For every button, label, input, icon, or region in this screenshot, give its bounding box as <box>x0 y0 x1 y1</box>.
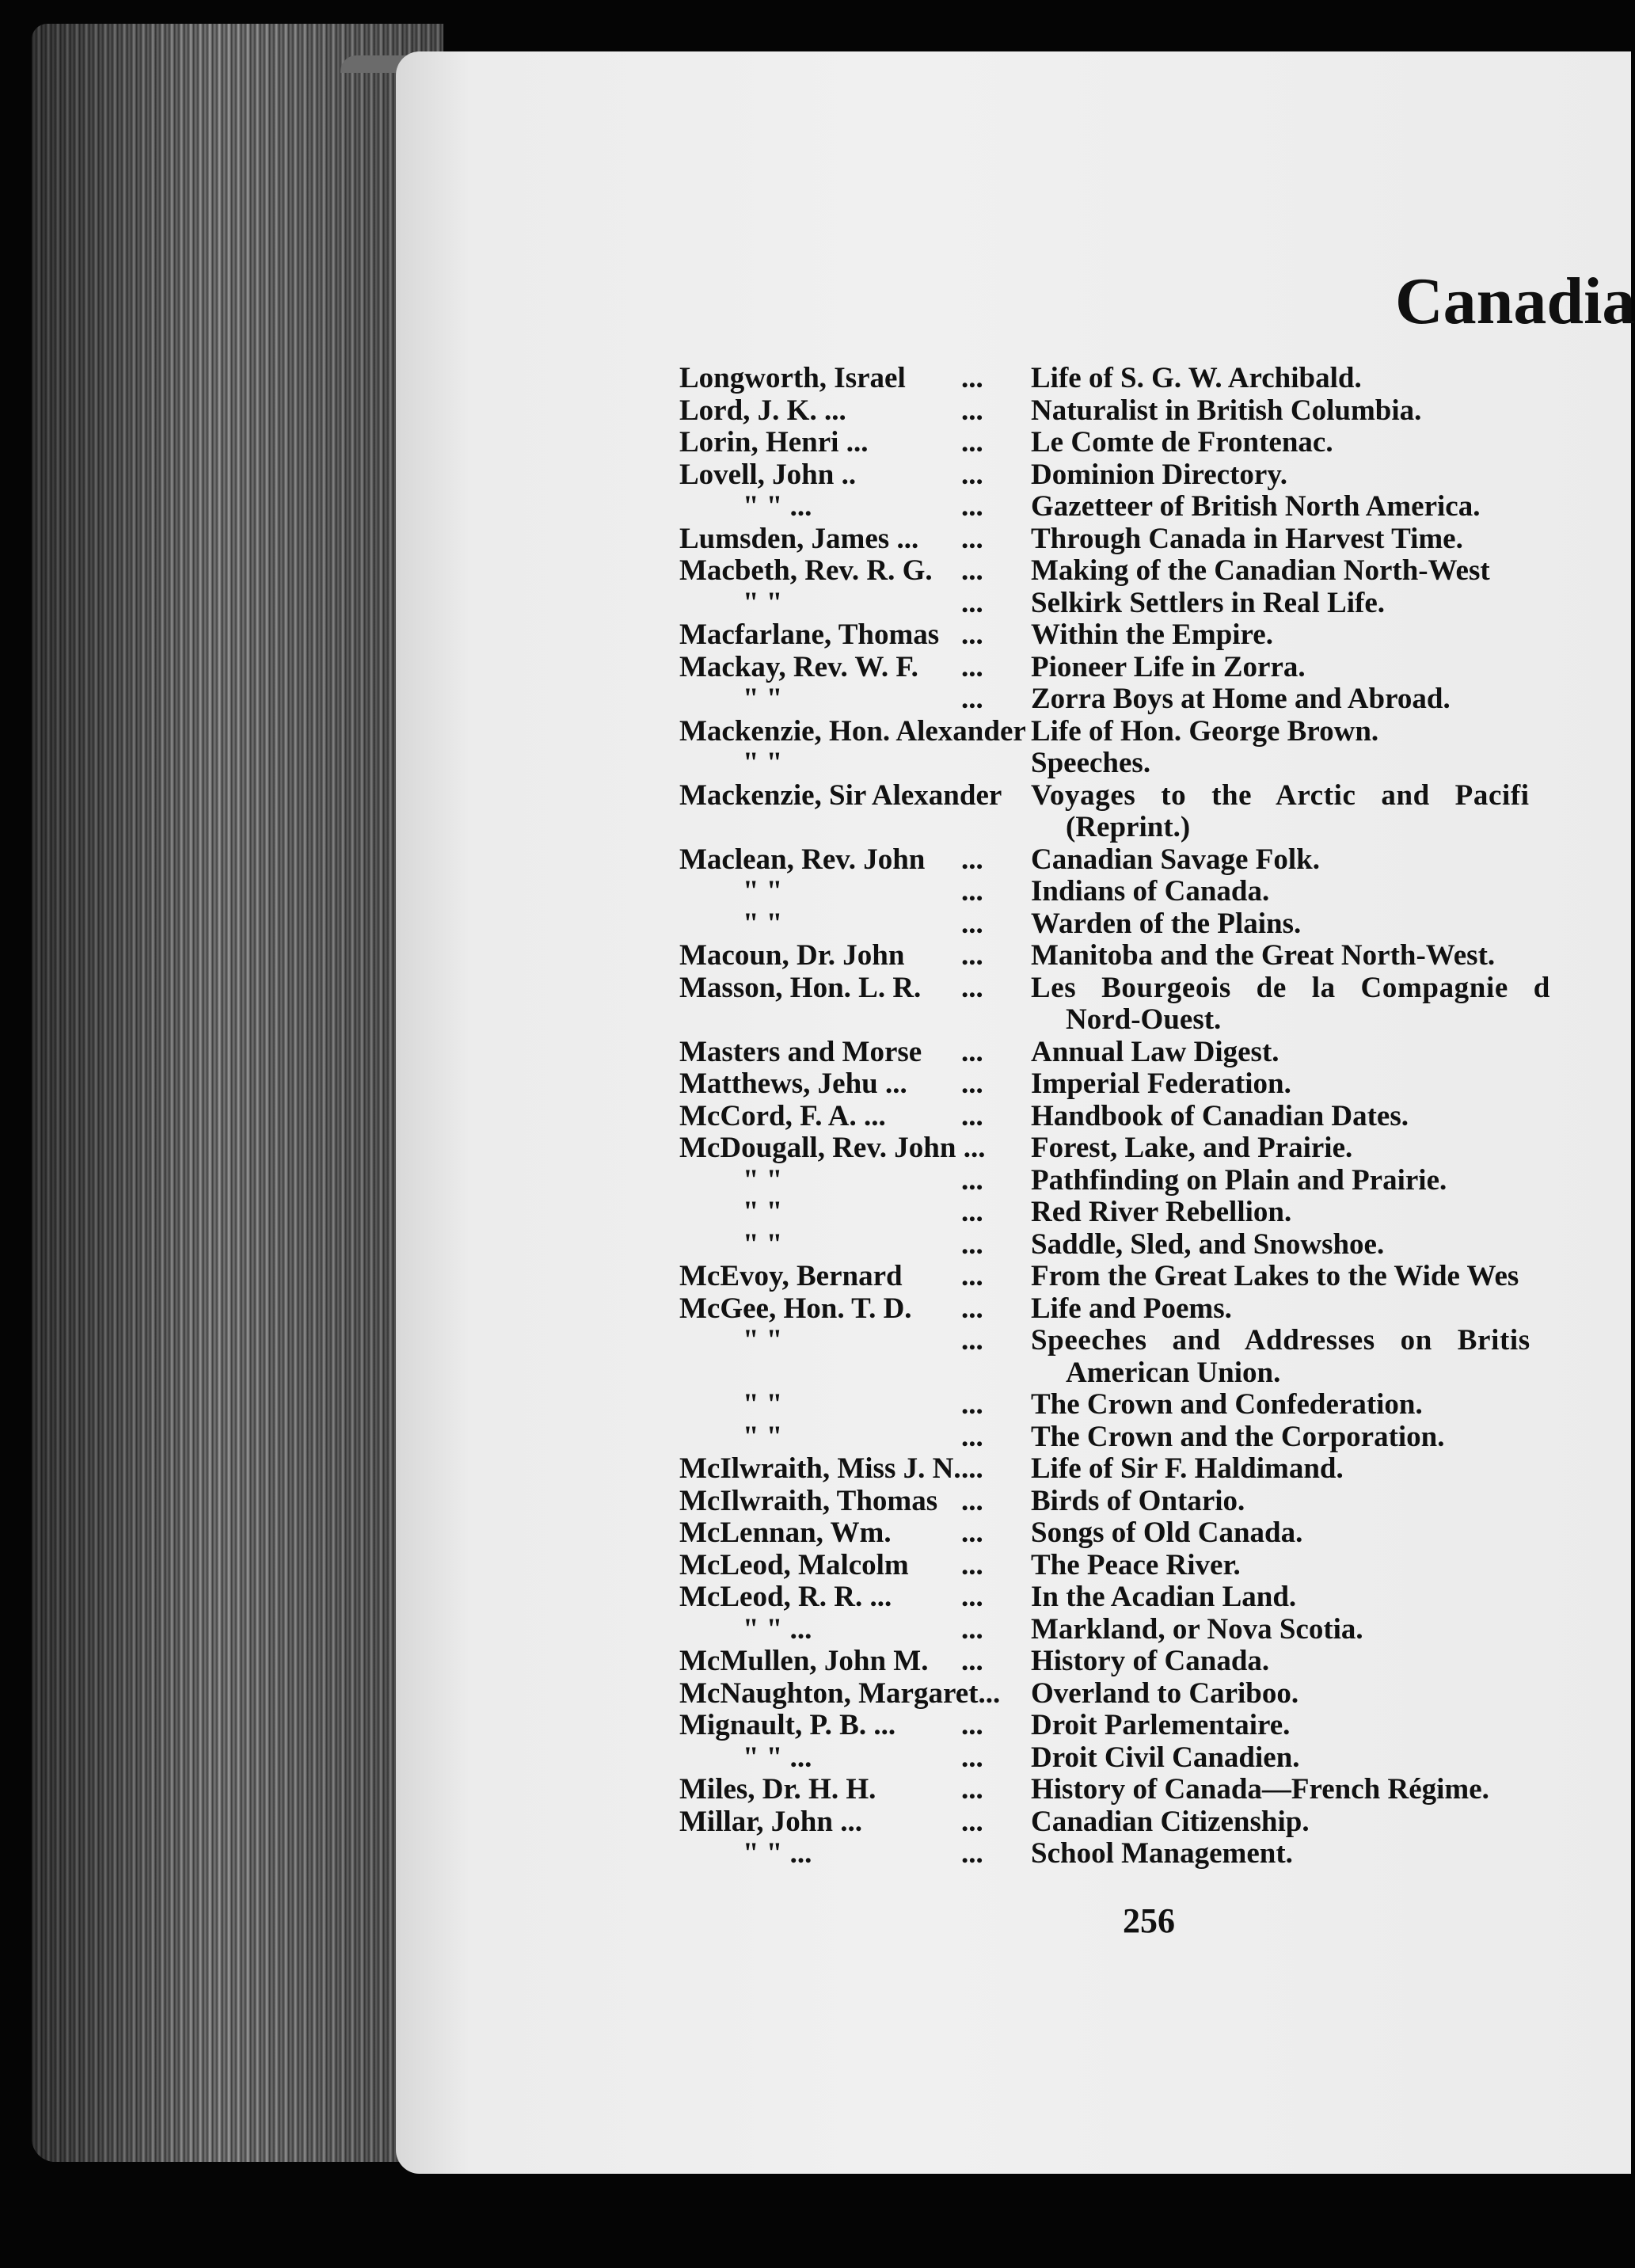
entry-separator: ... <box>961 1548 983 1581</box>
entry-author: Masson, Hon. L. R. <box>679 971 922 1004</box>
entry-author: McIlwraith, Thomas <box>679 1484 938 1517</box>
entry-title: School Management. <box>1031 1837 1293 1870</box>
entry-separator: ... <box>961 1324 983 1357</box>
entry-author: McEvoy, Bernard <box>679 1260 903 1292</box>
entry-title: Le Comte de Frontenac. <box>1031 426 1333 459</box>
entry-title: Red River Rebellion. <box>1031 1196 1292 1228</box>
list-item <box>679 1742 1614 1775</box>
entry-author: " " ... <box>743 1612 812 1646</box>
entry-title: Birds of Ontario. <box>1031 1484 1245 1517</box>
entry-author: Lumsden, James ... <box>679 522 919 555</box>
entry-separator: ... <box>961 843 983 876</box>
entry-separator: ... <box>961 1452 983 1485</box>
list-item <box>679 523 1614 556</box>
entry-separator <box>961 1132 1031 1165</box>
entry-title: In the Acadian Land. <box>1031 1581 1297 1613</box>
entry-author: Lovell, John .. <box>679 458 857 491</box>
entry-title: Zorra Boys at Home and Abroad. <box>1031 683 1451 715</box>
list-item <box>679 1581 1614 1614</box>
entry-separator <box>961 1678 1031 1711</box>
list-item <box>679 588 1614 620</box>
entry-separator: ... <box>961 1709 983 1741</box>
entry-title: Forest, Lake, and Prairie. <box>1031 1132 1353 1164</box>
list-item <box>679 844 1614 877</box>
entry-author: Miles, Dr. H. H. <box>679 1773 876 1806</box>
entry-author: " " ... <box>743 490 812 523</box>
entry-author: Lorin, Henri ... <box>679 426 869 459</box>
entry-author: Masters and Morse <box>679 1035 922 1068</box>
list-item <box>679 1710 1614 1742</box>
entry-author: " " <box>743 747 783 779</box>
entry-author: " " <box>743 1420 783 1453</box>
list-item <box>679 395 1614 428</box>
list-item <box>679 1421 1614 1454</box>
entry-title: Voyages to the Arctic and Pacifi <box>1031 778 1530 812</box>
entry-title: Markland, or Nova Scotia. <box>1031 1612 1363 1646</box>
entry-title: Canadian Savage Folk. <box>1031 843 1320 876</box>
entry-author: McIlwraith, Miss J. N. <box>679 1452 961 1485</box>
entry-title: Selkirk Settlers in Real Life. <box>1031 586 1386 619</box>
entry-author: McLeod, R. R. ... <box>679 1581 892 1613</box>
entry-author: Matthews, Jehu ... <box>679 1067 907 1100</box>
entry-author: " " <box>743 907 783 940</box>
entry-separator: ... <box>961 1581 983 1613</box>
entry-separator: ... <box>961 971 983 1004</box>
list-item <box>679 427 1614 459</box>
entry-title-continuation: Nord-Ouest. <box>1066 1003 1222 1036</box>
entry-separator: ... <box>961 683 983 715</box>
entry-author: " " <box>743 1388 783 1421</box>
entry-separator: ... <box>961 1741 983 1774</box>
entry-title-continuation: (Reprint.) <box>1066 811 1191 843</box>
entry-author: " " <box>743 683 783 715</box>
entry-author: Longworth, Israel <box>679 362 906 394</box>
list-item <box>679 1486 1614 1518</box>
entry-title: The Crown and the Corporation. <box>1031 1420 1445 1453</box>
entry-author: " " <box>743 1227 783 1261</box>
list-item <box>679 1261 1614 1293</box>
entry-author: " " <box>743 1163 783 1197</box>
entry-separator: ... <box>961 1292 983 1325</box>
page-number: 256 <box>1123 1901 1175 1940</box>
list-item <box>679 683 1614 716</box>
entry-title: Naturalist in British Columbia. <box>1031 394 1422 427</box>
list-item <box>679 1838 1614 1870</box>
list-item <box>679 1614 1614 1646</box>
entry-author: Mackay, Rev. W. F. <box>679 650 918 683</box>
entry-separator: ... <box>961 1227 983 1261</box>
list-item <box>679 363 1614 395</box>
entry-author: McNaughton, Margaret... <box>679 1676 1001 1710</box>
entry-author: McCord, F. A. ... <box>679 1099 886 1132</box>
entry-title: Dominion Directory. <box>1031 458 1288 491</box>
entry-author: McDougall, Rev. John ... <box>679 1132 986 1164</box>
entry-title: Imperial Federation. <box>1031 1067 1291 1100</box>
list-item <box>679 1293 1614 1326</box>
entry-author: Mackenzie, Sir Alexander <box>679 778 1002 812</box>
list-item <box>679 1774 1614 1806</box>
entry-separator: ... <box>961 1067 983 1100</box>
list-item <box>679 1325 1614 1357</box>
entry-author: " " <box>743 586 783 619</box>
entry-title: Life of Hon. George Brown. <box>1031 714 1379 748</box>
entry-author: " " <box>743 875 783 908</box>
entry-separator: ... <box>961 1645 983 1677</box>
entry-separator: ... <box>961 458 983 491</box>
list-item <box>679 1517 1614 1550</box>
list-item <box>679 555 1614 588</box>
list-item <box>679 1165 1614 1197</box>
list-item <box>679 972 1614 1005</box>
entry-title: Annual Law Digest. <box>1031 1035 1279 1068</box>
entry-separator: ... <box>961 1837 983 1870</box>
entry-title: Handbook of Canadian Dates. <box>1031 1099 1409 1132</box>
entry-title: Speeches and Addresses on Britis <box>1031 1324 1530 1357</box>
bibliography-list <box>679 363 1614 1870</box>
entry-separator: ... <box>961 362 983 394</box>
entry-separator: ... <box>961 618 983 651</box>
list-item <box>679 1101 1614 1133</box>
entry-author: Macfarlane, Thomas <box>679 618 940 651</box>
entry-author: McMullen, John M. <box>679 1645 929 1677</box>
entry-separator: ... <box>961 1035 983 1068</box>
entry-title: History of Canada. <box>1031 1645 1270 1677</box>
list-item <box>679 940 1614 972</box>
list-item <box>679 748 1614 780</box>
entry-title: Songs of Old Canada. <box>1031 1516 1303 1549</box>
entry-separator: ... <box>961 1484 983 1517</box>
list-item <box>679 780 1614 812</box>
list-item <box>679 1389 1614 1421</box>
entry-separator: ... <box>961 875 983 908</box>
entry-separator: ... <box>961 1260 983 1292</box>
page-header-title: Canadia <box>1395 264 1635 338</box>
entry-title: Through Canada in Harvest Time. <box>1031 522 1463 555</box>
list-item <box>679 1806 1614 1839</box>
entry-title: Droit Civil Canadien. <box>1031 1741 1300 1774</box>
list-item <box>679 716 1614 748</box>
entry-author: Millar, John ... <box>679 1805 862 1838</box>
entry-author: " " ... <box>743 1837 812 1870</box>
entry-title: From the Great Lakes to the Wide Wes <box>1031 1260 1519 1292</box>
page-edges-shadow <box>32 24 443 2162</box>
list-item <box>679 1037 1614 1069</box>
entry-separator: ... <box>961 1420 983 1453</box>
entry-separator: ... <box>961 650 983 683</box>
entry-title: Manitoba and the Great North-West. <box>1031 939 1496 972</box>
entry-separator: ... <box>961 426 983 459</box>
list-item <box>679 1197 1614 1229</box>
entry-separator: ... <box>961 1163 983 1197</box>
list-item <box>679 1646 1614 1678</box>
entry-title: History of Canada—French Régime. <box>1031 1773 1489 1806</box>
entry-separator: ... <box>961 1773 983 1806</box>
entry-separator: ... <box>961 1099 983 1132</box>
entry-title: Life and Poems. <box>1031 1292 1232 1325</box>
entry-title: The Peace River. <box>1031 1548 1241 1581</box>
entry-title: Life of S. G. W. Archibald. <box>1031 362 1362 394</box>
entry-title-continuation: American Union. <box>1066 1356 1281 1389</box>
entry-title: Warden of the Plains. <box>1031 907 1302 940</box>
list-item <box>679 619 1614 652</box>
entry-title: Indians of Canada. <box>1031 875 1270 908</box>
entry-title: Pioneer Life in Zorra. <box>1031 650 1306 683</box>
entry-separator: ... <box>961 1196 983 1228</box>
entry-separator: ... <box>961 1388 983 1421</box>
list-item <box>679 876 1614 908</box>
entry-separator: ... <box>961 394 983 427</box>
entry-author: Mackenzie, Hon. Alexander <box>679 714 1026 748</box>
entry-separator: ... <box>961 1516 983 1549</box>
entry-author: " " <box>743 1196 783 1228</box>
entry-separator: ... <box>961 1805 983 1838</box>
entry-author: Macbeth, Rev. R. G. <box>679 554 933 587</box>
entry-title: Speeches. <box>1031 747 1151 779</box>
entry-separator: ... <box>961 554 983 587</box>
entry-separator: ... <box>961 586 983 619</box>
entry-author: " " <box>743 1324 783 1357</box>
list-item <box>679 1068 1614 1101</box>
list-item <box>679 1678 1614 1711</box>
entry-title: Life of Sir F. Haldimand. <box>1031 1452 1344 1485</box>
list-item <box>679 491 1614 523</box>
list-item <box>679 908 1614 941</box>
list-item <box>679 1132 1614 1165</box>
list-item <box>679 1453 1614 1486</box>
entry-author: McLennan, Wm. <box>679 1516 892 1549</box>
entry-author: Maclean, Rev. John <box>679 843 926 876</box>
entry-separator <box>961 780 1031 812</box>
entry-title: Canadian Citizenship. <box>1031 1805 1310 1838</box>
entry-title: Saddle, Sled, and Snowshoe. <box>1031 1227 1385 1261</box>
list-item <box>679 459 1614 492</box>
entry-author: Lord, J. K. ... <box>679 394 846 427</box>
entry-author: McGee, Hon. T. D. <box>679 1292 912 1325</box>
entry-title: Les Bourgeois de la Compagnie d <box>1031 971 1550 1004</box>
entry-separator <box>961 748 1031 780</box>
list-item <box>679 1229 1614 1261</box>
entry-separator <box>961 716 1031 748</box>
entry-title: Making of the Canadian North-West <box>1031 554 1490 587</box>
entry-author: McLeod, Malcolm <box>679 1548 909 1581</box>
entry-separator: ... <box>961 490 983 523</box>
entry-title: Overland to Cariboo. <box>1031 1676 1299 1710</box>
list-item <box>679 652 1614 684</box>
entry-title: Within the Empire. <box>1031 618 1273 651</box>
entry-title: Droit Parlementaire. <box>1031 1709 1291 1741</box>
entry-title: Pathfinding on Plain and Prairie. <box>1031 1163 1447 1197</box>
entry-title: Gazetteer of British North America. <box>1031 490 1481 523</box>
entry-separator: ... <box>961 939 983 972</box>
entry-title: The Crown and Confederation. <box>1031 1388 1423 1421</box>
entry-separator: ... <box>961 907 983 940</box>
entry-separator: ... <box>961 522 983 555</box>
entry-author: Mignault, P. B. ... <box>679 1709 896 1741</box>
entry-author: Macoun, Dr. John <box>679 939 905 972</box>
list-item <box>679 1550 1614 1582</box>
entry-separator: ... <box>961 1612 983 1646</box>
entry-author: " " ... <box>743 1741 812 1774</box>
